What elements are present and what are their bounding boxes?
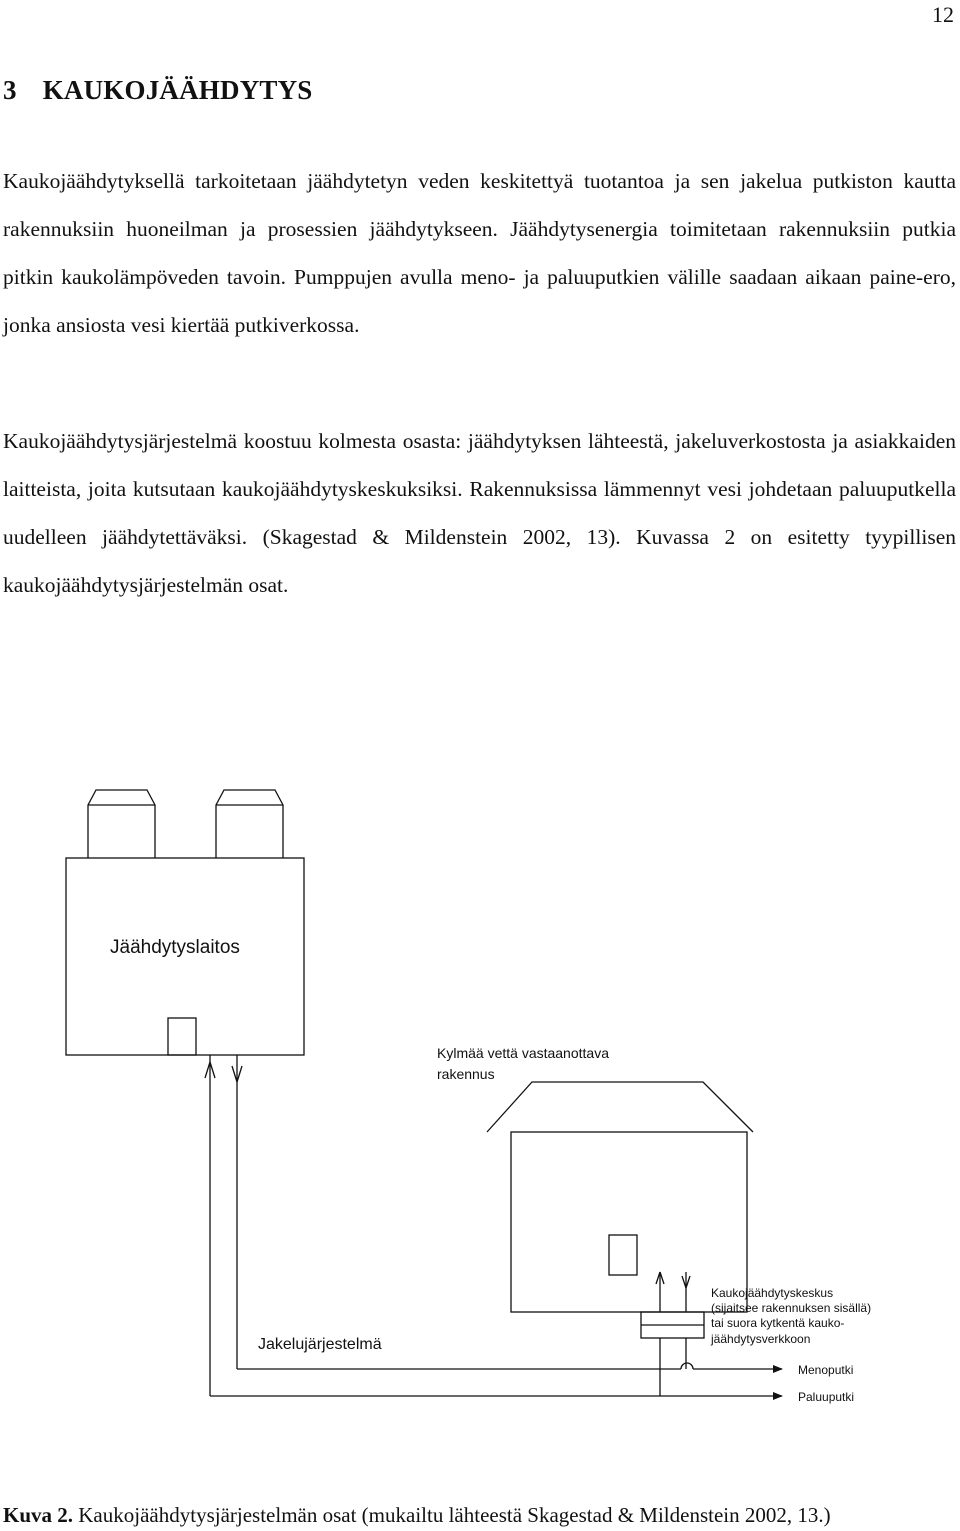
plant-label: Jäähdytyslaitos xyxy=(110,937,240,958)
page-number: 12 xyxy=(932,2,954,27)
building-roof xyxy=(487,1082,753,1132)
network-label: Jakelujärjestelmä xyxy=(258,1336,382,1353)
figure-caption xyxy=(3,1503,831,1528)
building-door xyxy=(609,1235,637,1275)
section-number: 3 xyxy=(3,75,17,105)
cooling-tower-left xyxy=(88,790,155,858)
return-pipe-label: Paluuputki xyxy=(798,1390,855,1404)
caption-label: Kuva 2. xyxy=(3,1503,74,1527)
plant-door xyxy=(168,1018,196,1055)
section-title: KAUKOJÄÄHDYTYS xyxy=(42,75,313,105)
substation-label-line2: (sijaitsee rakennuksen sisällä) xyxy=(711,1301,872,1315)
building-body xyxy=(511,1132,747,1312)
district-cooling-diagram xyxy=(0,760,960,1460)
supply-pipe-label: Menoputki xyxy=(798,1363,854,1377)
building-label-line2: rakennus xyxy=(437,1066,495,1082)
paragraph-1: Kaukojäähdytyksellä tarkoitetaan jäähdytetyn veden keskitettyä tuotantoa ja sen jakelua putkiston kautta rakennuksiin huoneilman ja prosessien jäähdytykseen. Jäähdytysenergia toimitetaan rakennuksiin putkia pitkin kaukolämpöveden tavoin. Pumppujen avulla meno- ja paluuputkien välille saadaan aikaan paine-ero, jonka ansiosta vesi kiertää putkiverkossa. xyxy=(3,169,956,337)
substation-label-line1: Kaukojäähdytyskeskus xyxy=(711,1286,834,1300)
pipe-crossing xyxy=(681,1363,693,1369)
substation-label-line3: tai suora kytkentä kauko- xyxy=(711,1316,845,1330)
section-heading xyxy=(3,75,313,106)
caption-text: Kaukojäähdytysjärjestelmän osat (mukailtu lähteestä Skagestad & Mildenstein 2002, 13.) xyxy=(73,1503,831,1527)
substation-label-line4: jäähdytysverkkoon xyxy=(711,1332,811,1346)
building-label-line1: Kylmää vettä vastaanottava xyxy=(437,1045,609,1061)
paragraph-2: Kaukojäähdytysjärjestelmä koostuu kolmesta osasta: jäähdytyksen lähteestä, jakeluverkostosta ja asiakkaiden laitteista, joita kutsutaan kaukojäähdytyskeskuksiksi. Rakennuksissa lämmennyt vesi johdetaan paluuputkella uudelleen jäähdytettäväksi. (Skagestad & Mildenstein 2002, 13). Kuvassa 2 on esitetty tyypillisen kaukojäähdytysjärjestelmän osat. xyxy=(3,429,956,597)
cooling-tower-right xyxy=(216,790,283,858)
